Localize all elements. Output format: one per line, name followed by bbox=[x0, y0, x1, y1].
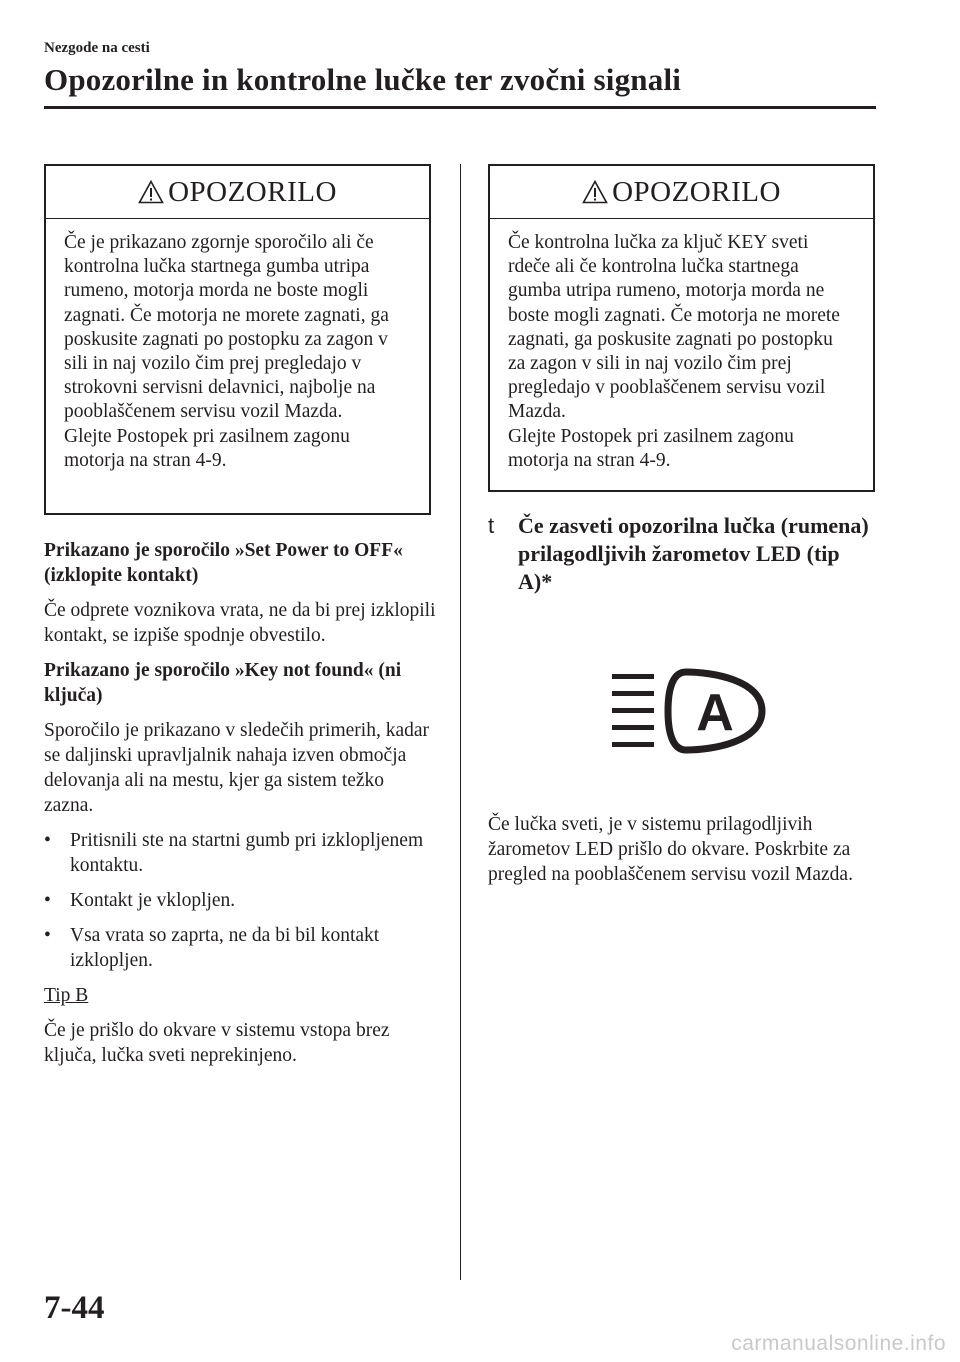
warning-body bbox=[46, 219, 429, 483]
title-divider bbox=[44, 106, 876, 109]
watermark: carmanualsonline.info bbox=[731, 1332, 946, 1355]
section-heading bbox=[488, 512, 878, 596]
bullet-text: Kontakt je vklopljen. bbox=[70, 890, 236, 911]
tip-label: Tip B bbox=[44, 985, 89, 1006]
list-item bbox=[44, 828, 436, 878]
warning-reference: Glejte Postopek pri zasilnem zagonu motorja na stran 4-9. bbox=[64, 425, 350, 471]
bullet-text: Pritisnili ste na startni gumb pri izklopljenem kontaktu. bbox=[70, 830, 424, 876]
warning-text: Če je prikazano zgornje sporočilo ali če kontrolna lučka startnega gumba utripa rumeno, motorja morda ne boste mogli zagnati. Če motorja ne morete zagnati, ga poskusite zagnati po postopku za zagon v sili in naj vozilo čim prej pregledajo v strokovni servisni delavnici, najbolje na pooblaščenem servisu vozil Mazda. bbox=[64, 232, 389, 423]
page-title: Opozorilne in kontrolne lučke ter zvočni signali bbox=[44, 62, 682, 97]
icon-letter: A bbox=[696, 684, 734, 742]
bullet-text: Vsa vrata so zaprta, ne da bi bil kontakt izklopljen. bbox=[70, 925, 380, 971]
section-marker: t bbox=[488, 513, 495, 538]
heading-key-not-found: Prikazano je sporočilo »Key not found« (ni ključa) bbox=[44, 660, 402, 706]
list-item bbox=[44, 888, 436, 913]
warning-title: OPOZORILO bbox=[168, 175, 337, 208]
led-warning-text: Če lučka sveti, je v sistemu prilagodljivih žarometov LED prišlo do okvare. Poskrbite za pregled na pooblaščenem servisu vozil Mazda. bbox=[488, 814, 853, 885]
left-column bbox=[44, 538, 436, 1068]
warning-title: OPOZORILO bbox=[612, 175, 781, 208]
section-heading-text: Če zasveti opozorilna lučka (rumena) prilagodljivih žarometov LED (tip A)* bbox=[518, 513, 869, 594]
text-set-power: Če odprete voznikova vrata, ne da bi prej izklopili kontakt, se izpiše spodnje obvestilo. bbox=[44, 600, 436, 646]
section-label: Nezgode na cesti bbox=[44, 40, 150, 56]
warning-body bbox=[490, 219, 873, 483]
right-column-text bbox=[488, 812, 880, 887]
list-item bbox=[44, 923, 436, 973]
warning-triangle-icon bbox=[582, 180, 608, 204]
warning-header bbox=[490, 166, 873, 219]
tip-text: Če je prišlo do okvare v sistemu vstopa brez ključa, lučka sveti neprekinjeno. bbox=[44, 1020, 390, 1066]
right-warning-box bbox=[488, 164, 875, 492]
warning-reference: Glejte Postopek pri zasilnem zagonu motorja na stran 4-9. bbox=[508, 425, 794, 471]
bullet-symbol: • bbox=[44, 890, 51, 911]
adaptive-led-headlight-icon bbox=[612, 664, 768, 766]
warning-header bbox=[46, 166, 429, 219]
warning-triangle-icon bbox=[138, 180, 164, 204]
left-warning-box bbox=[44, 164, 431, 515]
warning-text: Če kontrolna lučka za ključ KEY sveti rdeče ali če kontrolna lučka startnega gumba utripa rumeno, motorja morda ne boste mogli zagnati. Če motorja ne morete zagnati, ga poskusite zagnati po postopku za zagon v sili in naj vozilo čim prej pregledajo v pooblaščenem servisu vozil Mazda. bbox=[508, 232, 840, 423]
page-number: 7-44 bbox=[44, 1290, 105, 1326]
bullet-symbol: • bbox=[44, 925, 51, 946]
column-divider bbox=[460, 164, 461, 1280]
text-key-not-found: Sporočilo je prikazano v sledečih primerih, kadar se daljinski upravljalnik nahaja izven območja delovanja ali na mestu, kjer ga sistem težko zazna. bbox=[44, 720, 429, 816]
bullet-symbol: • bbox=[44, 830, 51, 851]
heading-set-power: Prikazano je sporočilo »Set Power to OFF« (izklopite kontakt) bbox=[44, 540, 403, 586]
